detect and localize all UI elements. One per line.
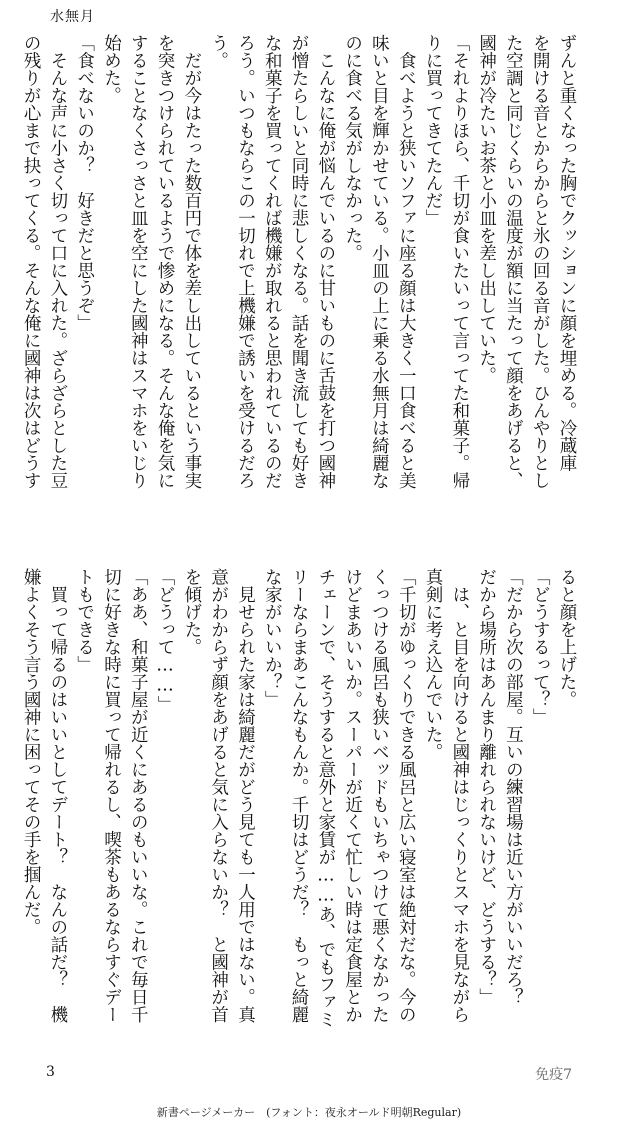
text-line: そんな声に小さく切って口に入れた。ざらざらとした豆 [47,34,68,489]
text-line: ろう。いつもならこの一切れで上機嫌で誘いを受けるだろ [235,34,256,489]
text-line: だから場所はあんまり離れられないけど、どうする？」 [476,568,497,1006]
text-line: けどまあいいか。スーパーが近くて忙しい時は定食屋とか [342,568,363,1023]
text-line: 買って帰るのはいいとしてデート？ なんの話だ？ 機 [47,568,68,1023]
text-line: な和菓子を買ってくれば機嫌が取れると思われているのだ [262,34,283,489]
text-line: くっつける風呂も狭いベッドもいちゃつけて悪くなかった [369,568,390,1023]
text-line: 「どうって……」 [155,568,176,713]
text-line: を傾げた。 [181,568,202,656]
text-line: な家がいいか？」 [262,568,283,708]
text-line: のに食べる気がしなかった。 [342,34,363,262]
text-line: 「食べないのか？ 好きだと思うぞ」 [74,34,95,332]
text-line: 切に好きな時に買って帰れるし、喫茶もあるならすぐデー [101,568,122,1023]
app-credit: 新書ページメーカー (フォント：夜永オールド明朝Regular) [156,1106,462,1119]
text-line: トもできる」 [74,568,95,673]
text-line: は、と目を向けると國神はじっくりとスマホを見ながら [449,568,470,1023]
text-line: 食べようと狭いソファに座る顔は大きく一口食べると美 [396,34,417,489]
text-line: 味いと目を輝かせている。小皿の上に乗る水無月は綺麗な [369,34,390,489]
running-head: 水無月 [50,9,95,25]
text-line: 嫌よくそう言う國神に困ってその手を掴んだ。 [21,568,42,936]
text-line: リーならまあこんなもんか。千切はどうだ？ もっと綺麗 [289,568,310,1023]
text-line: を開ける音とからからと氷の回る音がした。ひんやりとし [530,34,551,489]
text-line: 「ああ、和菓子屋が近くにあるのもいいな。これで毎日千 [128,568,149,1023]
text-line: 「だから次の部屋。互いの練習場は近い方がいいだろ？ [503,568,524,1006]
text-line: 始めた。 [101,34,122,104]
text-line: 見せられた家は綺麗だがどう見ても一人用ではない。真 [235,568,256,1023]
text-line: だが今はたった数百円で体を差し出しているという事実 [181,34,202,489]
text-line: 「それよりほら、千切が食いたいって言ってた和菓子。帰 [449,34,470,489]
text-line: 國神が冷たいお茶と小皿を差し出していた。 [476,34,497,384]
section-label: 免疫7 [535,1067,572,1083]
text-line: することなくさっさと皿を空にした國神はスマホをいじり [128,34,149,489]
text-line: チェーンで、そうすると意外と家賃が……あ、でもファミ [315,568,336,1028]
text-line: ると顔を上げた。 [557,568,577,708]
text-line: 真剣に考え込んでいた。 [423,568,444,761]
text-line: の残りが心まで抉ってくる。そんな俺に國神は次はどうす [21,34,42,489]
text-line: う。 [208,34,229,69]
text-line: 「千切がゆっくりできる風呂と広い寝室は絶対だな。今の [396,568,417,1023]
top-text-block [21,34,580,510]
text-line: 「どうするって？」 [530,568,551,726]
text-line: ずんと重くなった胸でクッションに顔を埋める。冷蔵庫 [557,34,577,472]
text-line: を突きつけられているようで惨めになる。そんな俺を気に [155,34,176,489]
text-line: が憎たらしいと同時に悲しくなる。話を聞き流しても好き [289,34,310,489]
page-number: 3 [46,1064,55,1080]
bottom-text-block [21,568,580,1044]
text-line: こんなに俺が悩んでいるのに甘いものに舌鼓を打つ國神 [315,34,336,489]
text-line: 意がわからず顔をあげると気に入らないか？ と國神が首 [208,568,229,1023]
text-line: りに買ってきてたんだ」 [423,34,444,227]
text-line: た空調と同じくらいの温度が額に当たって顔をあげると、 [503,34,524,489]
